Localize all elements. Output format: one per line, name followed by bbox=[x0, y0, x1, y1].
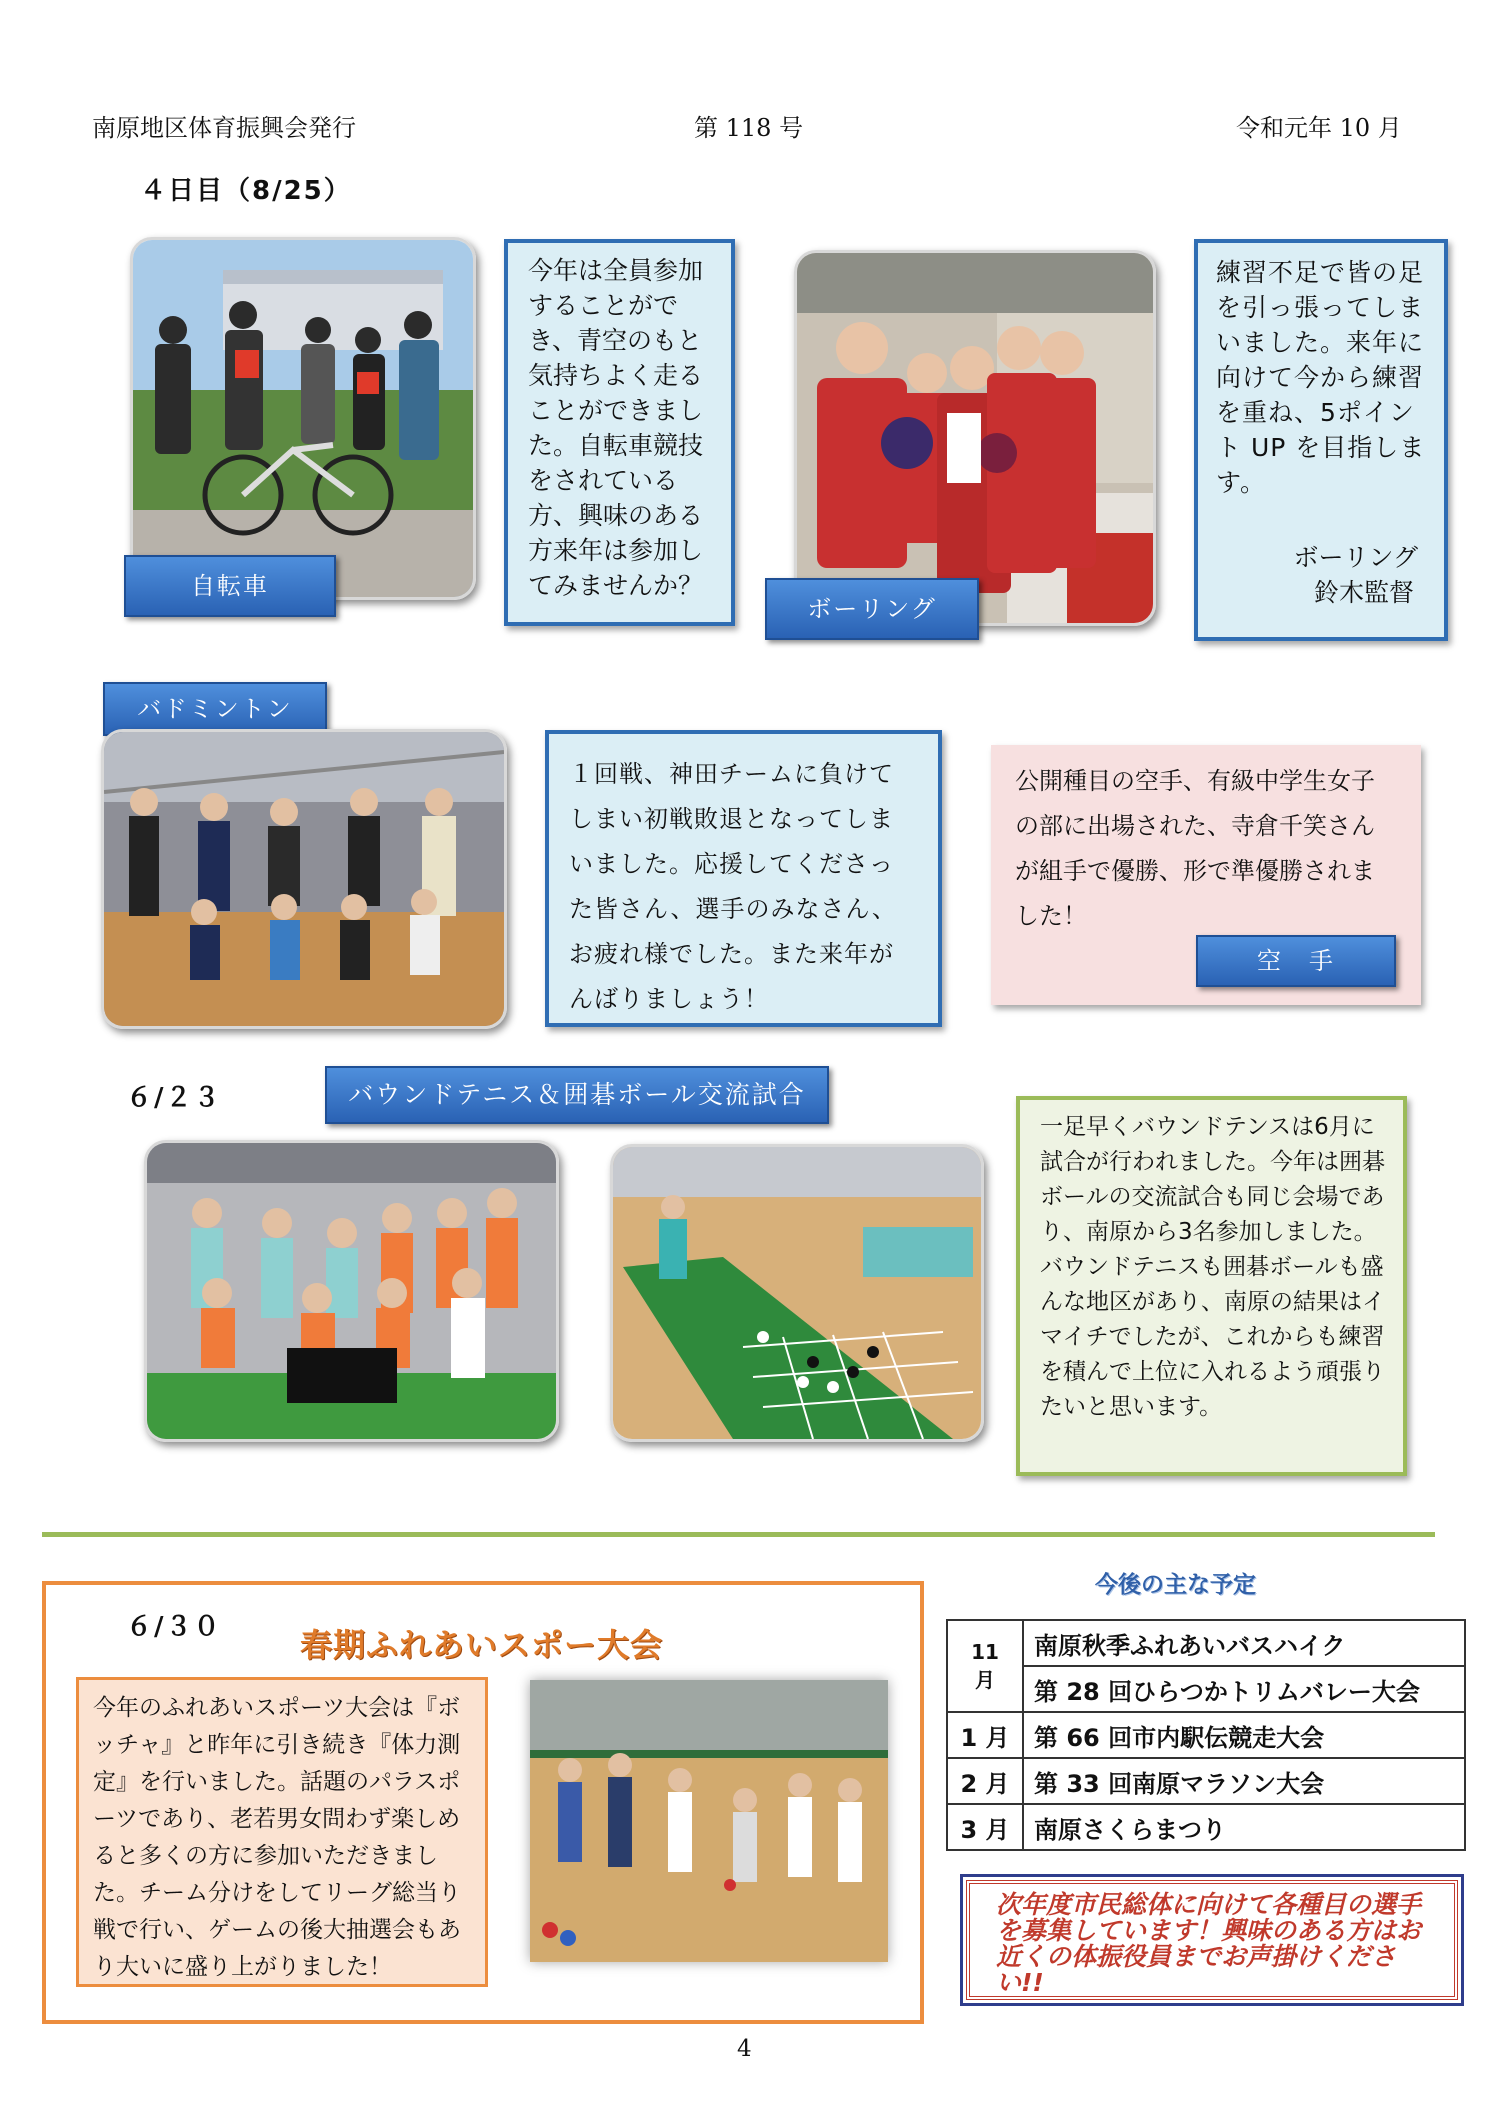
bowling-label: ボーリング bbox=[765, 578, 979, 640]
day4-title: ４日目（8/25） bbox=[140, 176, 352, 206]
schedule-row bbox=[947, 1620, 1465, 1666]
june30-comment: 今年のふれあいスポーツ大会は『ボッチャ』と昨年に引き続き『体力測定』を行いました。話題のパラスポーツであり、老若男女問わず楽しめると多くの方に参加いただきました。チーム分けをしてリーグ総当り戦で行い、ゲームの後大抽選会もあり大いに盛り上がりました！ bbox=[76, 1677, 488, 1987]
schedule-event: 第 33 回南原マラソン大会 bbox=[1023, 1758, 1465, 1804]
recruit-text: 次年度市民総体に向けて各種目の選手を募集しています！興味のある方はお近くの体振役員までお声掛けください!! bbox=[996, 1890, 1422, 1997]
june23-label: バウンドテニス＆囲碁ボール交流試合 bbox=[325, 1066, 829, 1124]
bowling-photo bbox=[794, 250, 1156, 626]
boccia-photo bbox=[530, 1680, 888, 1962]
schedule-event: 南原さくらまつり bbox=[1023, 1804, 1465, 1850]
publisher: 南原地区体育振興会発行 bbox=[92, 114, 356, 142]
june30-date: ６/３０ bbox=[126, 1612, 222, 1642]
june23-date: ６/２３ bbox=[126, 1083, 222, 1113]
cycling-comment: 今年は全員参加することができ、青空のもと気持ちよく走ることができました。自転車競技をされている方、興味のある方来年は参加してみませんか？ bbox=[504, 239, 735, 626]
schedule-month: 1 月 bbox=[947, 1712, 1023, 1758]
schedule-event: 南原秋季ふれあいバスハイク bbox=[1023, 1620, 1465, 1666]
schedule-row bbox=[947, 1758, 1465, 1804]
go-ball-photo bbox=[610, 1144, 984, 1442]
issue-number: 第 118 号 bbox=[694, 114, 804, 142]
cycling-label: 自転車 bbox=[124, 555, 336, 617]
schedule-event: 第 66 回市内駅伝競走大会 bbox=[1023, 1712, 1465, 1758]
june23-comment: 一足早くバウンドテンスは6月に試合が行われました。今年は囲碁ボールの交流試合も同じ会場であり、南原から3名参加しました。バウンドテニスも囲碁ボールも盛んな地区があり、南原の結果はイマイチでしたが、これからも練習を積んで上位に入れるよう頑張りたいと思います。 bbox=[1016, 1096, 1407, 1476]
schedule-row bbox=[947, 1804, 1465, 1850]
bowling-signature-event: ボーリング bbox=[1293, 543, 1418, 572]
recruit-notice bbox=[966, 1880, 1458, 2000]
schedule-event: 第 28 回ひらつかトリムバレー大会 bbox=[1023, 1666, 1465, 1712]
page-number: 4 bbox=[737, 2036, 752, 2062]
section-divider bbox=[42, 1532, 1435, 1537]
bound-tennis-photo bbox=[144, 1140, 559, 1442]
june30-title: 春期ふれあいスポー大会 bbox=[300, 1626, 664, 1664]
karate-comment-text: 公開種目の空手、有級中学生女子の部に出場された、寺倉千笑さんが組手で優勝、形で準優勝されました！ bbox=[1015, 767, 1375, 930]
badminton-label: バドミントン bbox=[103, 682, 327, 736]
badminton-comment: １回戦、神田チームに負けてしまい初戦敗退となってしまいました。応援してくださった皆さん、選手のみなさん、お疲れ様でした。また来年がんばりましょう！ bbox=[545, 730, 942, 1027]
schedule-row bbox=[947, 1712, 1465, 1758]
schedule-row bbox=[947, 1666, 1465, 1712]
bowling-comment bbox=[1194, 239, 1448, 641]
schedule-table bbox=[946, 1619, 1466, 1851]
schedule-month: 11 月 bbox=[947, 1620, 1023, 1712]
cycling-photo bbox=[130, 237, 476, 600]
schedule-month: 2 月 bbox=[947, 1758, 1023, 1804]
issue-date: 令和元年 10 月 bbox=[1236, 114, 1402, 142]
schedule-month: 3 月 bbox=[947, 1804, 1023, 1850]
bowling-comment-text: 練習不足で皆の足を引っ張ってしまいました。来年に向けて今から練習を重ね、5ポイント UP を目指します。 bbox=[1216, 258, 1426, 497]
schedule-title: 今後の主な予定 bbox=[1095, 1572, 1256, 1598]
badminton-photo bbox=[101, 729, 507, 1029]
karate-label: 空 手 bbox=[1196, 935, 1396, 987]
bowling-signature-name: 鈴木監督 bbox=[1313, 578, 1414, 607]
